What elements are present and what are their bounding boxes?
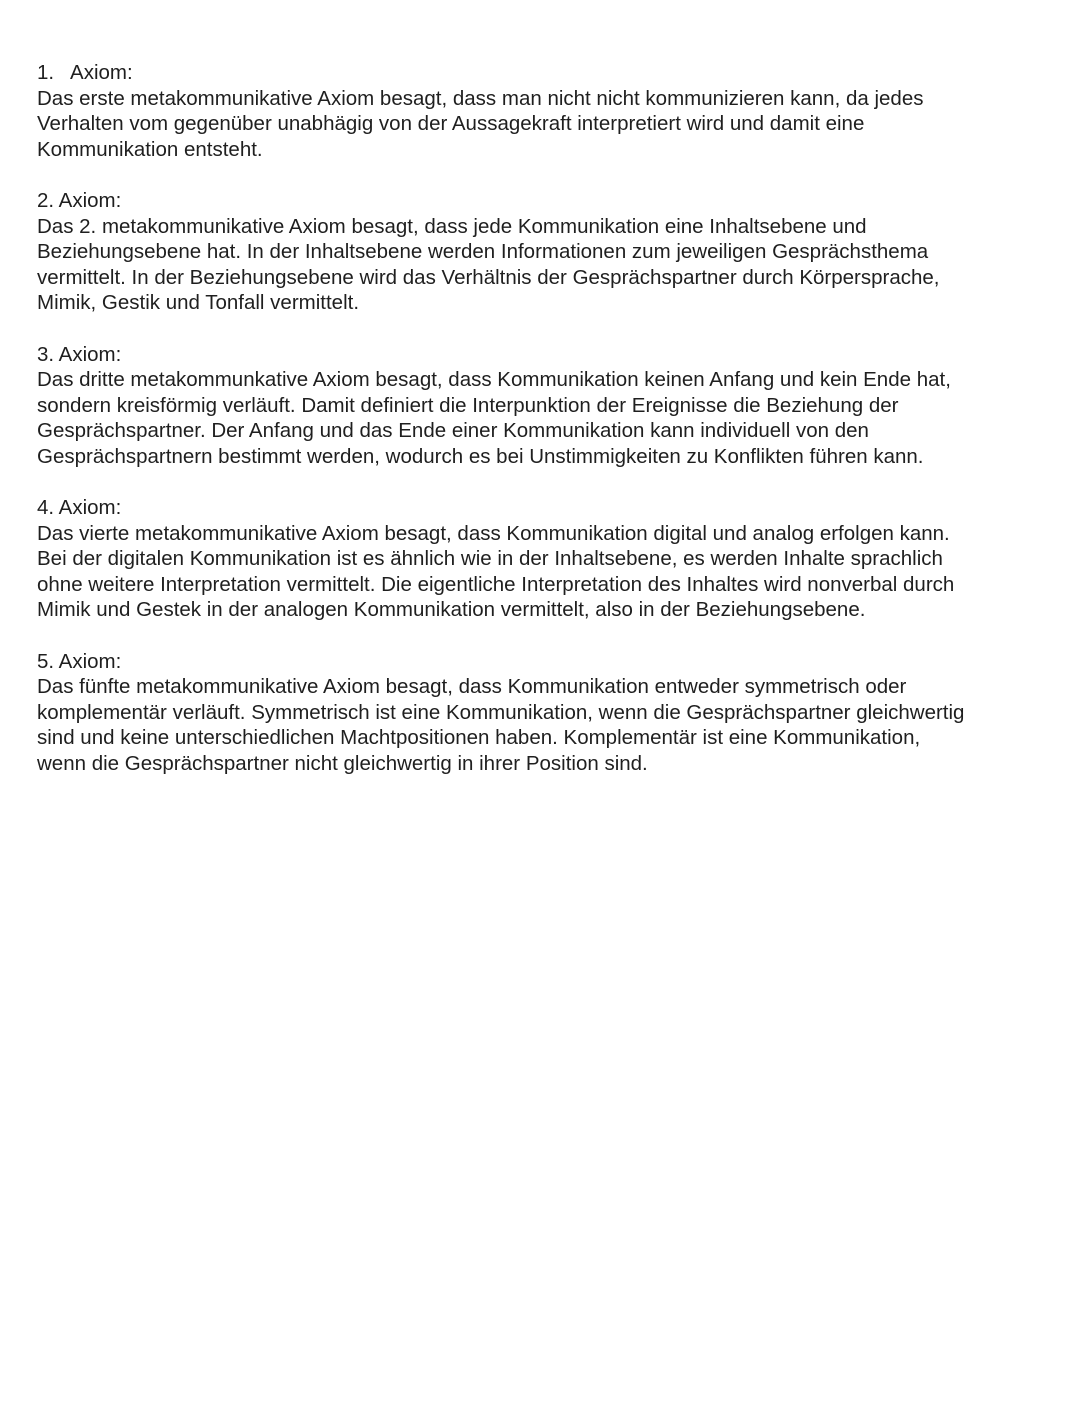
paragraph-line: Das vierte metakommunikative Axiom besagt, dass Kommunikation digital und analog erfolgen kann. xyxy=(37,521,950,545)
axiom-heading: 4. Axiom: xyxy=(37,496,122,520)
paragraph-line: Kommunikation entsteht. xyxy=(37,137,263,161)
paragraph-line: wenn die Gesprächspartner nicht gleichwertig in ihrer Position sind. xyxy=(37,752,648,776)
paragraph-line: komplementär verläuft. Symmetrisch ist eine Kommunikation, wenn die Gesprächspartner gleichwertig xyxy=(37,700,965,724)
document-page xyxy=(37,60,1052,802)
paragraph-line: Das fünfte metakommunikative Axiom besagt, dass Kommunikation entweder symmetrisch oder xyxy=(37,675,907,699)
paragraph-line: Das dritte metakommunkative Axiom besagt, dass Kommunikation keinen Anfang und kein Ende hat, xyxy=(37,368,951,392)
paragraph-line: Das 2. metakommunikative Axiom besagt, dass jede Kommunikation eine Inhaltsebene und xyxy=(37,214,867,238)
paragraph-line: Verhalten vom gegenüber unabhägig von der Aussagekraft interpretiert wird und damit eine xyxy=(37,112,865,136)
axiom-section-1 xyxy=(37,60,1052,162)
axiom-section-3 xyxy=(37,342,1052,470)
paragraph-line: ohne weitere Interpretation vermittelt. Die eigentliche Interpretation des Inhaltes wird nonverbal durch xyxy=(37,572,955,596)
axiom-section-4 xyxy=(37,495,1052,623)
paragraph-line: Das erste metakommunikative Axiom besagt, dass man nicht nicht kommunizieren kann, da jedes xyxy=(37,86,924,110)
paragraph-line: Beziehungsebene hat. In der Inhaltsebene werden Informationen zum jeweiligen Gesprächsthema xyxy=(37,240,929,264)
axiom-heading: 5. Axiom: xyxy=(37,649,122,673)
paragraph-line: sondern kreisförmig verläuft. Damit definiert die Interpunktion der Ereignisse die Beziehung der xyxy=(37,393,899,417)
axiom-heading: 2. Axiom: xyxy=(37,188,122,212)
paragraph-line: Bei der digitalen Kommunikation ist es ähnlich wie in der Inhaltsebene, es werden Inhalte sprachlich xyxy=(37,547,943,571)
axiom-heading: 1. Axiom: xyxy=(37,61,133,84)
paragraph-line: sind und keine unterschiedlichen Machtpositionen haben. Komplementär ist eine Kommunikation, xyxy=(37,726,921,750)
paragraph-line: Mimik, Gestik und Tonfall vermittelt. xyxy=(37,291,360,315)
paragraph-line: Gesprächspartner. Der Anfang und das Ende einer Kommunikation kann individuell von den xyxy=(37,419,869,443)
paragraph-line: vermittelt. In der Beziehungsebene wird das Verhältnis der Gesprächspartner durch Körpersprache, xyxy=(37,265,940,289)
axiom-heading: 3. Axiom: xyxy=(37,342,122,366)
paragraph-line: Gesprächspartnern bestimmt werden, wodurch es bei Unstimmigkeiten zu Konflikten führen kann. xyxy=(37,444,924,468)
axiom-section-5 xyxy=(37,649,1052,777)
axiom-section-2 xyxy=(37,188,1052,316)
paragraph-line: Mimik und Gestek in der analogen Kommunikation vermittelt, also in der Beziehungsebene. xyxy=(37,598,866,622)
